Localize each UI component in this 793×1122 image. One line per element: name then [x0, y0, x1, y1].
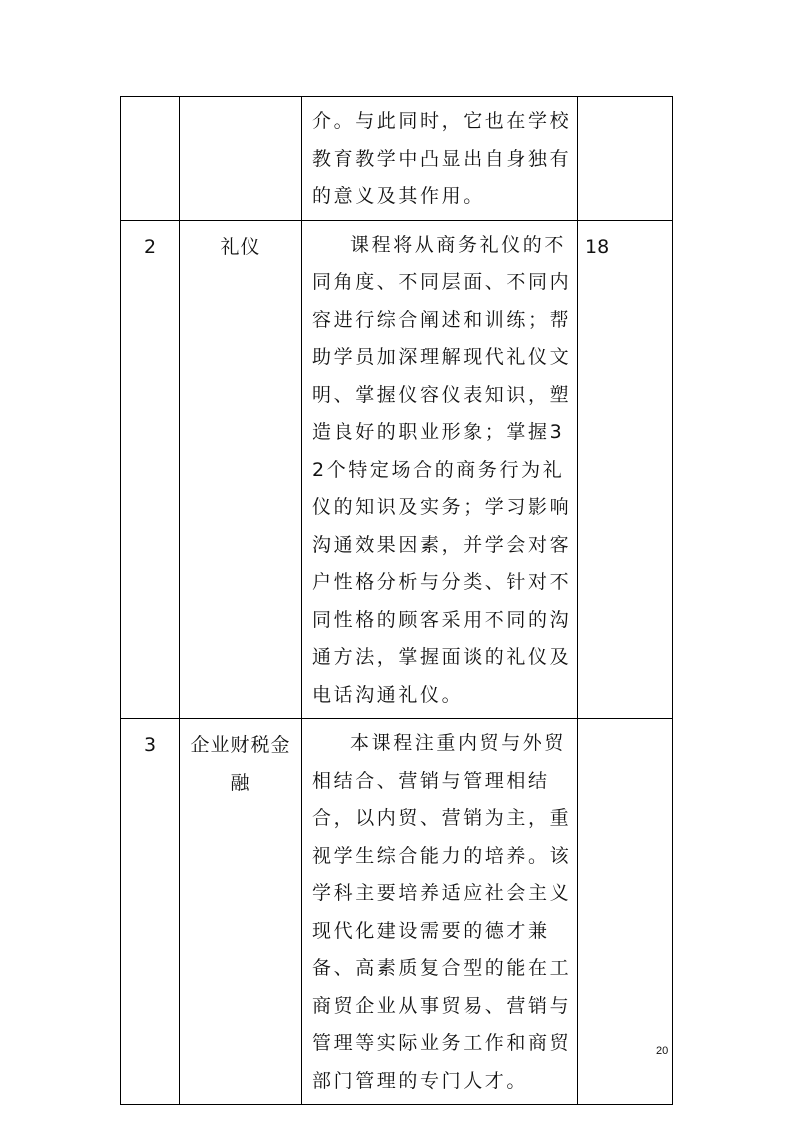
course-name-cell: 礼仪: [180, 220, 302, 719]
course-description-cell: [302, 220, 578, 719]
table-row: [121, 719, 673, 1105]
hours-cell: 18: [578, 220, 673, 719]
course-name-cell: [180, 97, 302, 221]
row-number-cell: 2: [121, 220, 180, 719]
course-description-text: 课程将从商务礼仪的不同角度、不同层面、不同内容进行综合阐述和训练；帮助学员加深理解现代礼仪文明、掌握仪容仪表知识，塑造良好的职业形象；掌握32个特定场合的商务行为礼仪的知识及实务；学习影响沟通效果因素，并学会对客户性格分析与分类、针对不同性格的顾客采用不同的沟通方法，掌握面谈的礼仪及电话沟通礼仪。: [312, 233, 572, 706]
course-description-cell: [302, 719, 578, 1105]
course-table: [120, 96, 673, 1105]
table-row: [121, 97, 673, 221]
table-row: [121, 220, 673, 719]
row-number-cell: 3: [121, 719, 180, 1105]
course-description-text: 介。与此同时，它也在学校教育教学中凸显出自身独有的意义及其作用。: [312, 110, 572, 207]
course-name-cell: 企业财税金融: [180, 719, 302, 1105]
course-description-text: 本课程注重内贸与外贸相结合、营销与管理相结合，以内贸、营销为主，重视学生综合能力的培养。该学科主要培养适应社会主义现代化建设需要的德才兼备、高素质复合型的能在工商贸企业从事贸易、营销与管理等实际业务工作和商贸部门管理的专门人才。: [312, 732, 572, 1092]
hours-cell: [578, 97, 673, 221]
row-number-cell: [121, 97, 180, 221]
course-description-cell: [302, 97, 578, 221]
page-number: 20: [656, 1045, 669, 1057]
